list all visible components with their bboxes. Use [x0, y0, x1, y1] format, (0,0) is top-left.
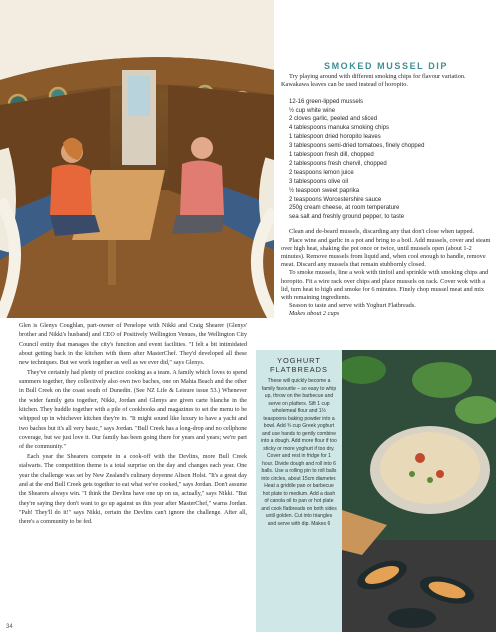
dish-illustration [342, 350, 496, 632]
article-paragraph: They've certainly had plenty of practice cooking as a team. A family which loves to spend summers together, they collectively also own two baches, one on Mahia Beach and the other in Bull Creek on the coast south of Dunedin. (See NZ Life & Leisure issue 53.) Whenever the wider family gets together, Nikki, Jordan and Glenys are given carte blanche in the kitchen. They huddle together with a pile of cookbooks and magazines to set the menu to be whipped up in whichever kitchen they're in. "It might sound like luxury to have a yacht and two baches but it's all very basic," says Jordan. "Bull Creek has a long-drop and no cellphone coverage, but we just love it. Our family has been going there for years and years; we're part of the community." [19, 369, 247, 451]
method-serve: Season to taste and serve with Yoghurt Flatbreads. [289, 302, 416, 310]
flatbreads-title-line2: FLATBREADS [270, 365, 328, 374]
flatbreads-body: These will quickly become a family favourite – so easy to whip up, throw on the barbecue and serve on platters. Sift 1 cup wholemeal flour and 1½ teaspoons baking powder into a bowl. Add ¾ cup Greek yoghurt and use hands to gently combine into a dough. Add more flour if too sticky or more yoghurt if too dry. Cover and rest in fridge for 1 hour. Divide dough and roll into 6 balls. Use a rolling pin to roll balls into circles, about 15cm diameter. Heat a griddle pan or barbecue hot plate to medium. Add a dash of canola oil to pan or hot plate and cook flatbreads on both sides until golden. Cut into triangles and serve with dip. Makes 6 [261, 378, 337, 527]
method-step: Clean and de-beard mussels, discarding any that don't close when tapped. [289, 228, 475, 236]
recipe-yield: Makes about 2 cups [289, 310, 340, 318]
recipe-column [281, 0, 491, 344]
mussel-dish-photo [342, 350, 496, 632]
article-paragraph: Each year the Shearers compete in a cook-off with the Devlins, more Bull Creek stalwarts. The competition theme is a total surprise on the day and changes each year. One year the challenge was set by New Zealand's culinary doyenne Alison Holst. "It's a great day and at the end Bull Creek gets together to eat what we've cooked," says Jordan. Don't assume the Shearers always win. "I think the Devlins have one up on us, actually," says Nikki. "But they're saying they don't want to go up against us this year after MasterChef," warns Jordan. "Pah! They'll do it!" says Nikki, certain the Devlins can't ignore the challenge. After all, there's a community to be fed. [19, 453, 247, 526]
method-step: Place wine and garlic in a pot and bring to a boil. Add mussels, cover and steam over high heat, shaking the pot once or twice, until mussels open (about 1-2 minutes). Remove mussels from liquid and, when cool enough to handle, remove meat. Discard any mussels that remain stubbornly closed. [281, 236, 491, 269]
ingredient-item: 12-16 green-lipped mussels [289, 98, 364, 105]
ingredient-item: 2 teaspoons Worcestershire sauce [289, 196, 382, 203]
recipe-method [281, 228, 491, 318]
article-body [19, 322, 247, 528]
flatbreads-sidebar [256, 350, 342, 632]
recipe-title: SMOKED MUSSEL DIP [323, 61, 449, 71]
article-paragraph: Glen is Glenys Coughlan, part-owner of Penelope with Nikki and Craig Shearer (Glenys' brother and Nikki's husband) and CEO of Positively Wellington Venues, the Wellington City Council entity that manages the city's function and event facilities. "I felt a bit intimidated about getting back in the kitchen with them after MasterChef. They'd developed all these new techniques. But we work together as well as we ever did," says Glenys. [19, 323, 247, 367]
ingredient-item: 250g cream cheese, at room temperature [289, 205, 400, 212]
ingredient-item: 4 tablespoons manuka smoking chips [289, 125, 390, 132]
ingredient-item: 3 tablespoons semi-dried tomatoes, finely chopped [289, 143, 425, 150]
ingredient-item: 2 cloves garlic, peeled and sliced [289, 116, 378, 123]
cabin-illustration [0, 0, 274, 318]
cabin-photo [0, 0, 274, 318]
ingredient-list [289, 98, 491, 223]
page-number: 34 [6, 624, 13, 630]
ingredient-item: 2 teaspoons lemon juice [289, 169, 354, 176]
ingredient-item: ½ cup white wine [289, 107, 336, 114]
ingredient-item: ½ teaspoon sweet paprika [289, 187, 360, 194]
ingredient-item: 2 tablespoons fresh chervil, chopped [289, 160, 387, 167]
ingredient-item: 1 tablespoon dried horopito leaves [289, 134, 381, 141]
recipe-intro: Try playing around with different smoking chips for flavour variation. Kawakawa leaves can be used instead of horopito. [281, 73, 466, 89]
flatbreads-title-line1: YOGHURT [277, 356, 321, 365]
ingredient-item: 3 tablespoons olive oil [289, 178, 349, 185]
flatbreads-title [261, 356, 337, 374]
ingredient-item: sea salt and freshly ground pepper, to taste [289, 214, 405, 221]
ingredient-item: 1 tablespoon fresh dill, chopped [289, 152, 374, 159]
method-step: To smoke mussels, line a wok with tinfoil and sprinkle with smoking chips and horopito. Fit a wire rack over chips and place mussels on rack. Cover wok with a lid, turn heat to high and smoke for 6 minutes. Finely chop mussel meat and mix with remaining ingredients. [281, 269, 489, 301]
